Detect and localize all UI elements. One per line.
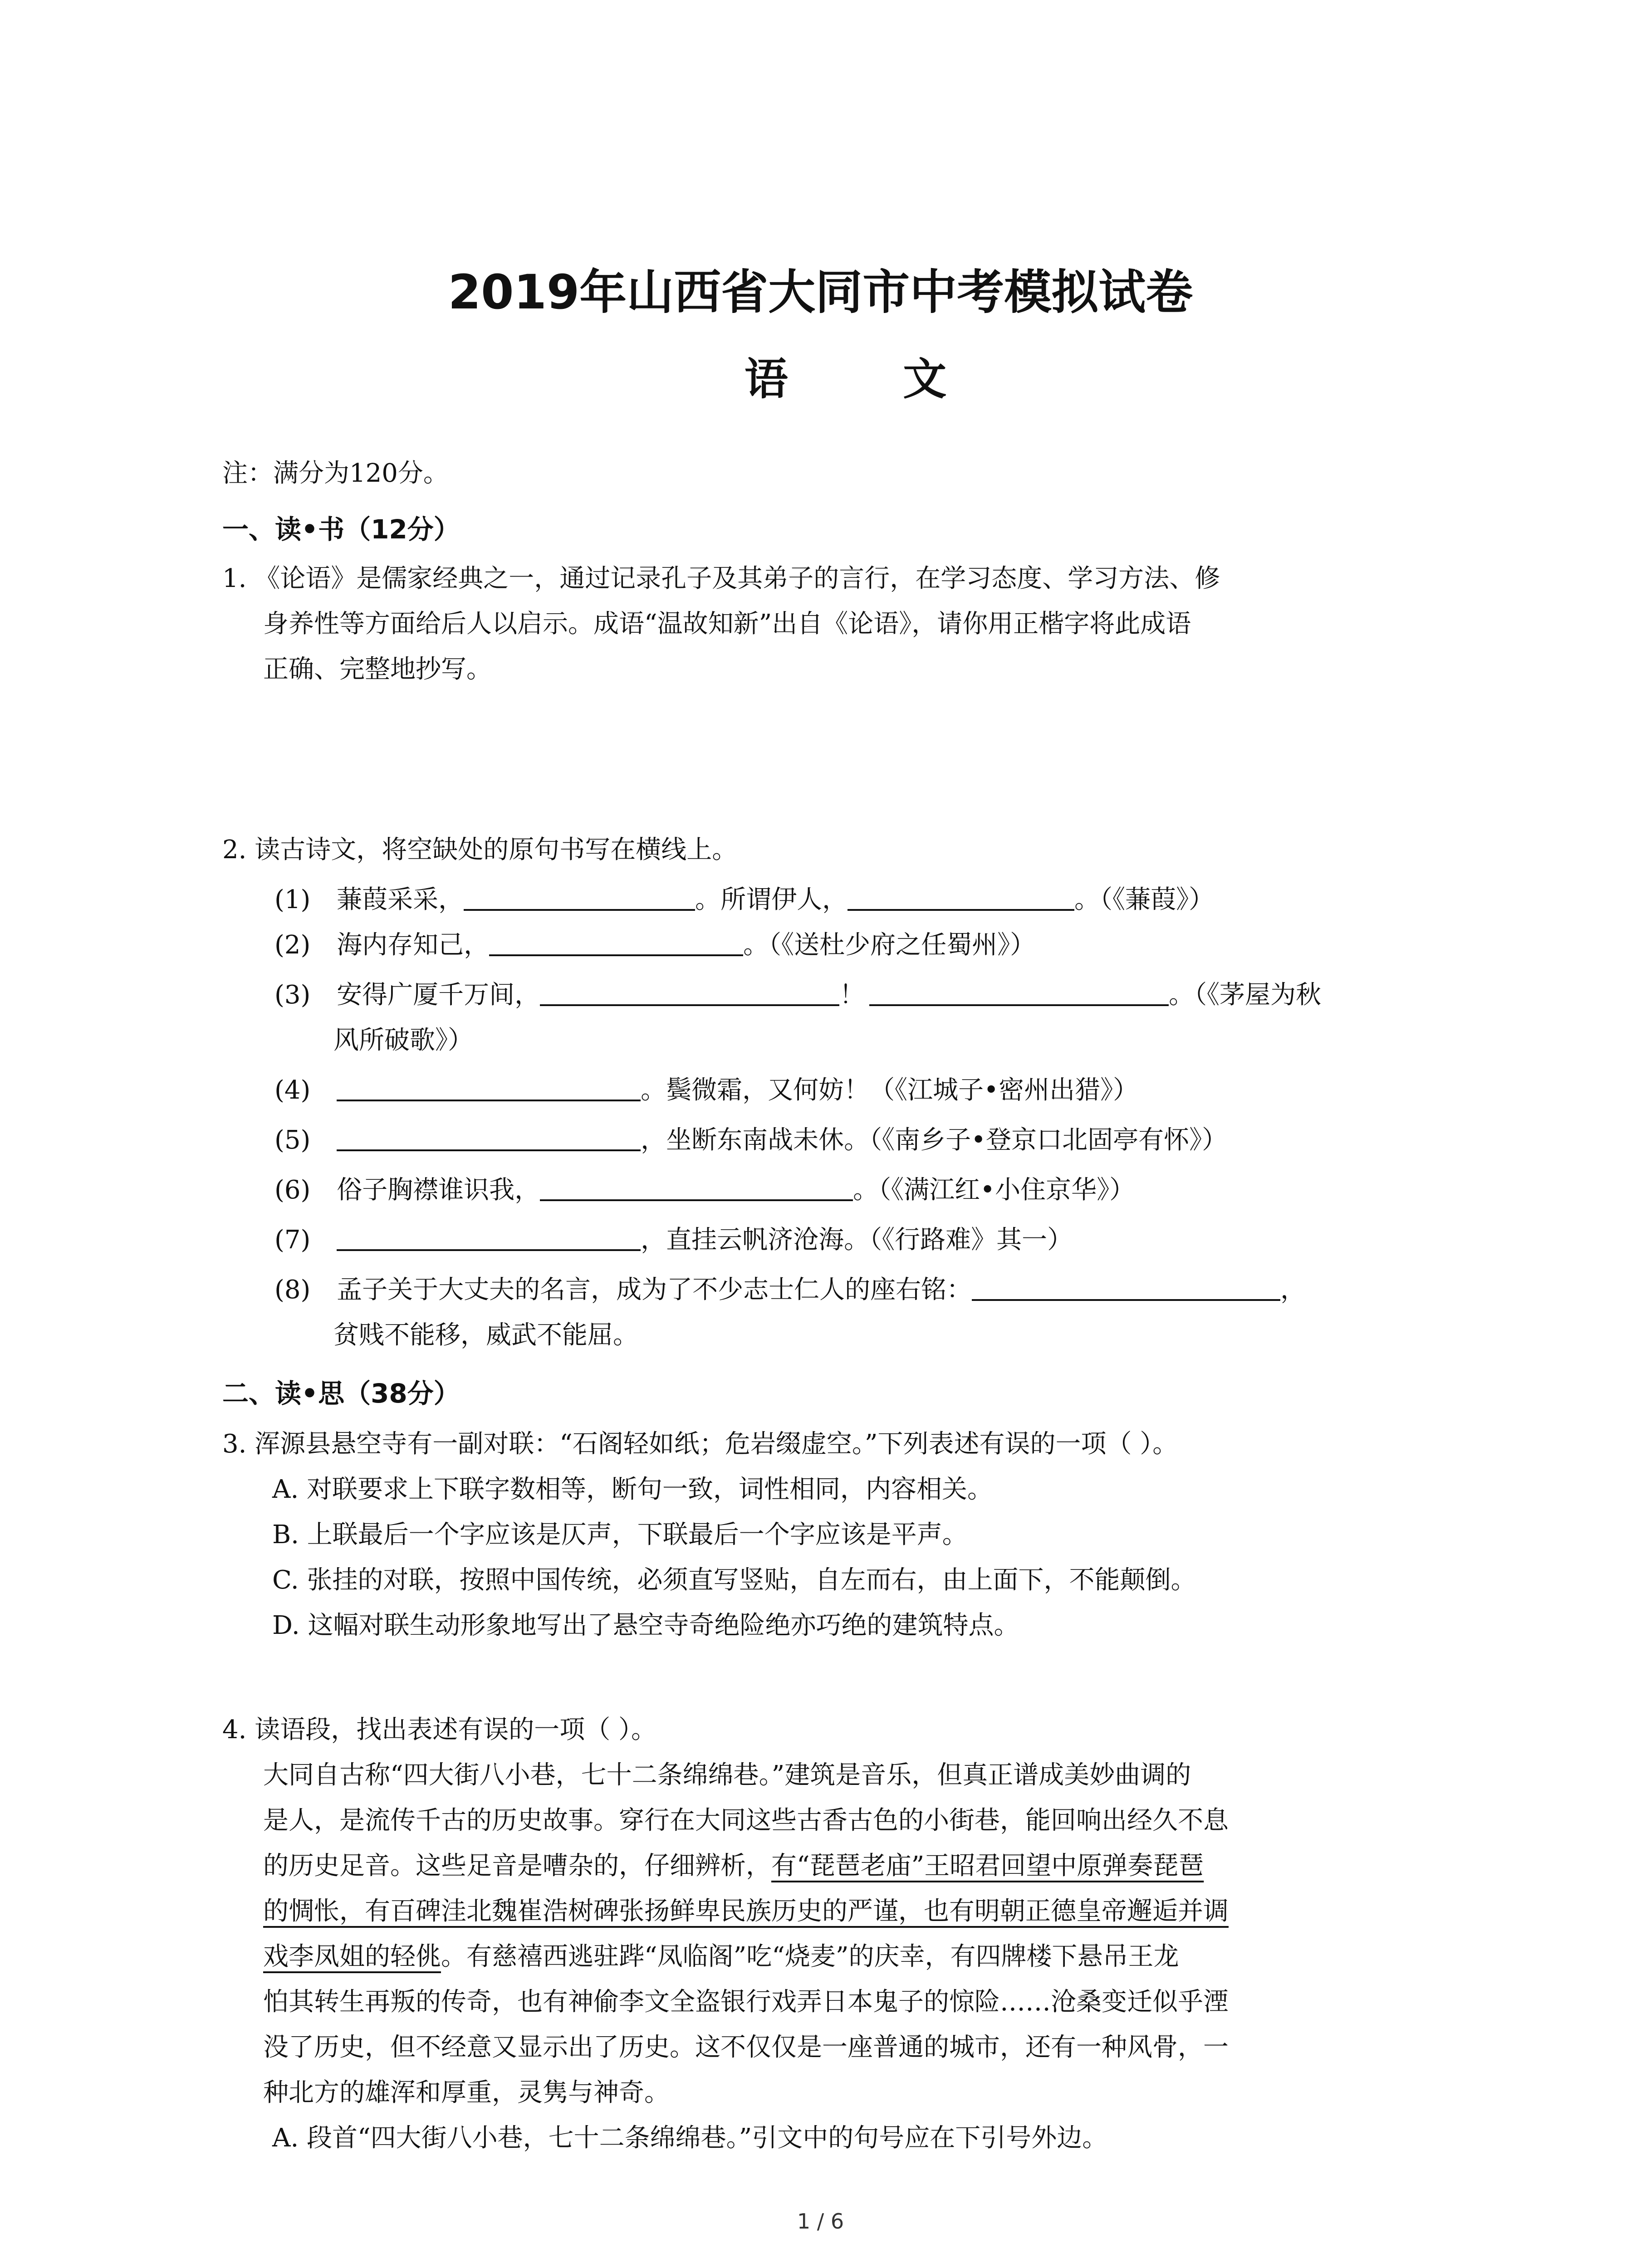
q2-item5: (5) ，坐断东南战未休。（《南乡子•登京口北固亭有怀》）: [274, 1116, 1227, 1165]
answer-blank[interactable]: [337, 1071, 641, 1101]
underlined-text: 戏李凤姐的轻佻: [263, 1942, 441, 1971]
q4-passage-line5: 戏李凤姐的轻佻。有慈禧西逃驻跸“凤临阁”吃“烧麦”的庆幸，有四牌楼下悬吊王龙: [263, 1942, 1179, 1971]
item-number: (5): [274, 1125, 311, 1155]
section1-heading: 一、读•书（12分）: [222, 514, 460, 545]
q4-passage-line3: 的历史足音。这些足音是嘈杂的，仔细辨析，有“琵琶老庙”王昭君回望中原弹奏琵琶: [263, 1851, 1204, 1881]
item-number: (3): [274, 980, 311, 1010]
answer-blank[interactable]: [972, 1271, 1280, 1301]
q4-option-a: A. 段首“四大街八小巷，七十二条绵绵巷。”引文中的句号应在下引号外边。: [272, 2123, 1108, 2153]
answer-blank[interactable]: [869, 976, 1169, 1006]
q2-item8: (8) 孟子关于大丈夫的名言，成为了不少志士仁人的座右铭： ，: [274, 1266, 1306, 1315]
q4-passage-line6: 怕其转生再叛的传奇，也有神偷李文全盗银行戏弄日本鬼子的惊险……沧桑变迁似乎湮: [263, 1987, 1229, 2017]
q3-option-c: C. 张挂的对联，按照中国传统，必须直写竖贴，自左而右，由上面下，不能颠倒。: [272, 1565, 1196, 1595]
q4-stem: 4. 读语段，找出表述有误的一项（ ）。: [222, 1715, 657, 1745]
item-number: (2): [274, 930, 311, 960]
q1-line1: 1. 《论语》是儒家经典之一，通过记录孔子及其弟子的言行，在学习态度、学习方法、修: [222, 564, 1220, 593]
q3-option-d: D. 这幅对联生动形象地写出了悬空寺奇绝险绝亦巧绝的建筑特点。: [272, 1611, 1019, 1640]
answer-blank[interactable]: [337, 1121, 641, 1151]
q2-item7: (7) ，直挂云帆济沧海。（《行路难》其一）: [274, 1216, 1073, 1265]
q2-item1: (1) 蒹葭采采， 。所谓伊人， 。（《蒹葭》）: [274, 875, 1214, 924]
q2-item3-cont: 风所破歌》）: [333, 1026, 473, 1055]
q2-item3: (3) 安得广厦千万间， ！ 。（《茅屋为秋: [274, 971, 1321, 1020]
item-number: (6): [274, 1175, 311, 1205]
q2-item6: (6) 俗子胸襟谁识我， 。（《满江红•小住京华》）: [274, 1166, 1135, 1215]
q2-item4: (4) 。鬓微霜，又何妨！（《江城子•密州出猎》）: [274, 1066, 1138, 1115]
q1-line3: 正确、完整地抄写。: [263, 655, 492, 684]
q4-passage-line4: 的惆怅，有百碑洼北魏崔浩树碑张扬鲜卑民族历史的严谨，也有明朝正德皇帝邂逅并调: [263, 1897, 1229, 1926]
q3-stem: 3. 浑源县悬空寺有一副对联：“石阁轻如纸；危岩缀虚空。”下列表述有误的一项（ ）。: [222, 1429, 1178, 1459]
section2-heading: 二、读•思（38分）: [222, 1378, 460, 1409]
q3-option-a: A. 对联要求上下联字数相等，断句一致，词性相同，内容相关。: [272, 1475, 993, 1504]
q2-stem: 2. 读古诗文，将空缺处的原句书写在横线上。: [222, 835, 738, 865]
q4-passage-line1: 大同自古称“四大街八小巷，七十二条绵绵巷。”建筑是音乐，但真正谱成美妙曲调的: [263, 1760, 1191, 1790]
underlined-text: 有“琵琶老庙”王昭君回望中原弹奏琵琶: [771, 1851, 1204, 1881]
answer-blank[interactable]: [464, 881, 695, 911]
q4-passage-line2: 是人，是流传千古的历史故事。穿行在大同这些古香古色的小街巷，能回响出经久不息: [263, 1806, 1229, 1835]
score-note: 注：满分为120分。: [222, 459, 449, 488]
q2-item2: (2) 海内存知己， 。（《送杜少府之任蜀州》）: [274, 921, 1035, 970]
answer-blank[interactable]: [540, 1171, 853, 1201]
q2-item8-cont: 贫贱不能移，威武不能屈。: [333, 1320, 638, 1350]
answer-blank[interactable]: [847, 881, 1074, 911]
exam-title: 2019年山西省大同市中考模拟试卷: [448, 264, 1193, 320]
answer-blank[interactable]: [337, 1221, 641, 1251]
item-number: (7): [274, 1225, 311, 1255]
subject-title: 语 文: [744, 354, 997, 405]
q4-passage-line7: 没了历史，但不经意又显示出了历史。这不仅仅是一座普通的城市，还有一种风骨，一: [263, 2033, 1229, 2062]
q4-passage-line8: 种北方的雄浑和厚重，灵隽与神奇。: [263, 2078, 670, 2107]
answer-blank[interactable]: [540, 976, 839, 1006]
item-number: (1): [274, 885, 311, 914]
item-number: (4): [274, 1075, 311, 1105]
q3-option-b: B. 上联最后一个字应该是仄声，下联最后一个字应该是平声。: [272, 1520, 968, 1549]
item-number: (8): [274, 1275, 311, 1305]
q1-line2: 身养性等方面给后人以启示。成语“温故知新”出自《论语》，请你用正楷字将此成语: [263, 609, 1191, 639]
page-number: 1 / 6: [797, 2209, 844, 2234]
answer-blank[interactable]: [489, 926, 743, 956]
